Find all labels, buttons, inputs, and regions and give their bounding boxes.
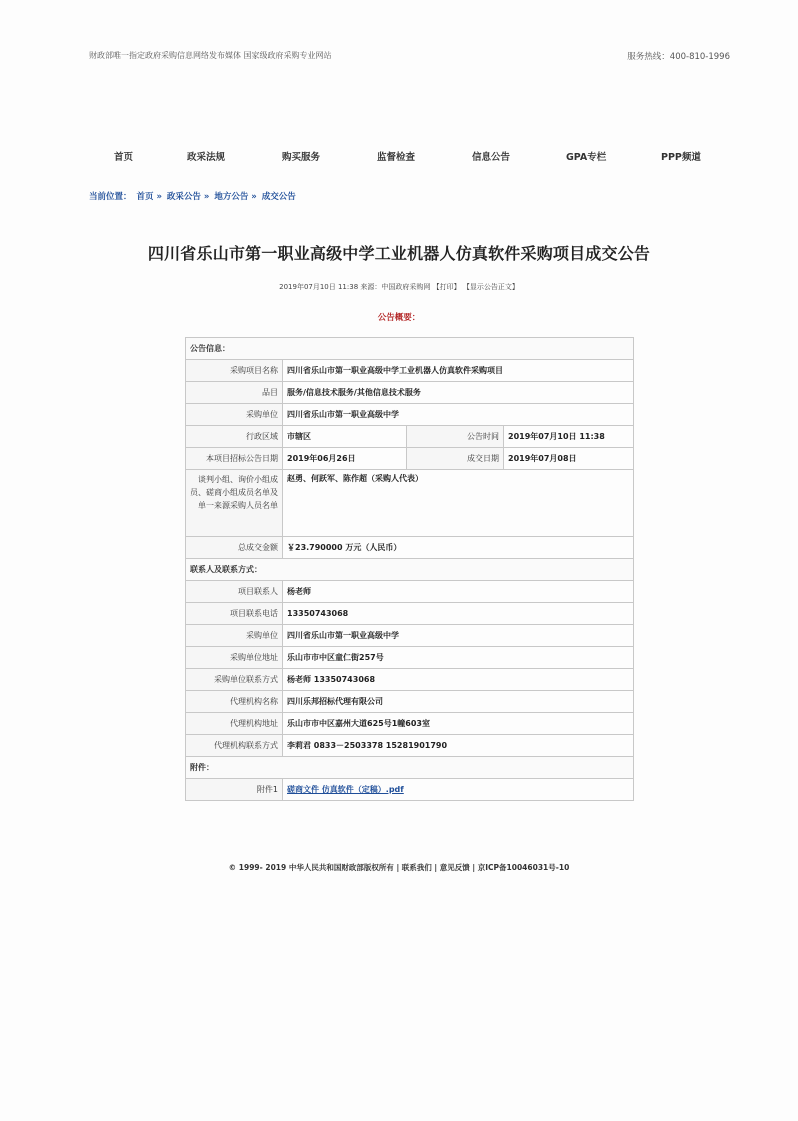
table-row (186, 647, 634, 669)
attachment-link[interactable]: 磋商文件 仿真软件（定稿）.pdf (287, 785, 404, 794)
purchaser-contact-label: 采购单位联系方式 (186, 669, 283, 691)
publish-time-value: 2019年07月10日 11:38 (504, 426, 634, 448)
deal-date-label: 成交日期 (407, 448, 504, 470)
contact-person-label: 项目联系人 (186, 581, 283, 603)
publish-date: 2019年07月10日 11:38 (279, 283, 359, 291)
breadcrumb-home[interactable]: 首页 » (136, 192, 162, 202)
section-info-header: 公告信息： (186, 338, 634, 360)
breadcrumb-deal[interactable]: 成交公告 (261, 192, 296, 202)
project-name-value: 四川省乐山市第一职业高级中学工业机器人仿真软件采购项目 (283, 360, 634, 382)
notice-info-table (185, 337, 634, 801)
publish-time-label: 公告时间 (407, 426, 504, 448)
table-row (186, 338, 634, 360)
nav-announcements[interactable]: 信息公告 (472, 152, 511, 163)
table-row (186, 360, 634, 382)
purchaser-value: 四川省乐山市第一职业高级中学 (283, 404, 634, 426)
project-name-label: 采购项目名称 (186, 360, 283, 382)
amount-label: 总成交金额 (186, 537, 283, 559)
nav-supervision[interactable]: 监督检查 (377, 152, 416, 163)
table-row (186, 669, 634, 691)
table-row (186, 779, 634, 801)
publish-source: 来源：中国政府采购网 (360, 283, 431, 291)
table-row (186, 559, 634, 581)
contact-phone-value: 13350743068 (283, 603, 634, 625)
table-row (186, 382, 634, 404)
members-value: 赵勇、何跃军、陈作超（采购人代表） (283, 470, 634, 537)
site-tagline: 财政部唯一指定政府采购信息网络发布媒体 国家级政府采购专业网站 (89, 51, 332, 60)
purchaser-address-label: 采购单位地址 (186, 647, 283, 669)
category-label: 品目 (186, 382, 283, 404)
amount-value: ￥23.790000 万元（人民币） (283, 537, 634, 559)
agency-label: 代理机构名称 (186, 691, 283, 713)
nav-ppp[interactable]: PPP频道 (661, 152, 701, 163)
breadcrumb-local[interactable]: 地方公告 » (214, 192, 257, 202)
nav-purchase-services[interactable]: 购买服务 (282, 152, 321, 163)
section-contact-header: 联系人及联系方式： (186, 559, 634, 581)
print-link[interactable]: 【打印】 (432, 283, 461, 291)
nav-home[interactable]: 首页 (114, 152, 134, 163)
table-row (186, 404, 634, 426)
region-label: 行政区域 (186, 426, 283, 448)
main-nav (88, 149, 728, 165)
notice-meta (0, 282, 798, 292)
agency-contact-value: 李莉君 0833－2503378 15281901790 (283, 735, 634, 757)
tender-date-value: 2019年06月26日 (283, 448, 407, 470)
table-row (186, 537, 634, 559)
attach-cell (283, 779, 634, 801)
agency-address-label: 代理机构地址 (186, 713, 283, 735)
contact-person-value: 杨老师 (283, 581, 634, 603)
agency-address-value: 乐山市市中区嘉州大道625号1幢603室 (283, 713, 634, 735)
attach-label: 附件1 (186, 779, 283, 801)
category-value: 服务/信息技术服务/其他信息技术服务 (283, 382, 634, 404)
purchaser-address-value: 乐山市市中区童仁街257号 (283, 647, 634, 669)
table-row (186, 757, 634, 779)
breadcrumb-procurement[interactable]: 政采公告 » (166, 192, 210, 202)
agency-contact-label: 代理机构联系方式 (186, 735, 283, 757)
agency-value: 四川乐邦招标代理有限公司 (283, 691, 634, 713)
page-title: 四川省乐山市第一职业高级中学工业机器人仿真软件采购项目成交公告 (147, 244, 651, 263)
breadcrumb-prefix: 当前位置： (89, 192, 132, 202)
summary-heading: 公告概要： (377, 313, 421, 323)
show-body-link[interactable]: 【显示公告正文】 (462, 283, 519, 291)
purchaser-contact-value: 杨老师 13350743068 (283, 669, 634, 691)
table-row (186, 691, 634, 713)
nav-gpa[interactable]: GPA专栏 (566, 152, 607, 163)
table-row (186, 625, 634, 647)
table-row (186, 713, 634, 735)
purchaser2-value: 四川省乐山市第一职业高级中学 (283, 625, 634, 647)
purchaser2-label: 采购单位 (186, 625, 283, 647)
table-row (186, 735, 634, 757)
deal-date-value: 2019年07月08日 (504, 448, 634, 470)
table-row (186, 470, 634, 537)
nav-regulations[interactable]: 政采法规 (187, 152, 226, 163)
region-value: 市辖区 (283, 426, 407, 448)
tender-date-label: 本项目招标公告日期 (186, 448, 283, 470)
table-row (186, 603, 634, 625)
table-row (186, 581, 634, 603)
table-row (186, 426, 634, 448)
service-hotline: 服务热线：400-810-1996 (627, 52, 730, 62)
members-label: 谈判小组、询价小组成员、磋商小组成员名单及单一来源采购人员名单 (186, 470, 283, 537)
table-row (186, 448, 634, 470)
breadcrumb (89, 190, 298, 202)
contact-phone-label: 项目联系电话 (186, 603, 283, 625)
section-attach-header: 附件： (186, 757, 634, 779)
page-footer: © 1999- 2019 中华人民共和国财政部版权所有 | 联系我们 | 意见反馈 | 京ICP备10046031号-10 (228, 863, 570, 872)
purchaser-label: 采购单位 (186, 404, 283, 426)
